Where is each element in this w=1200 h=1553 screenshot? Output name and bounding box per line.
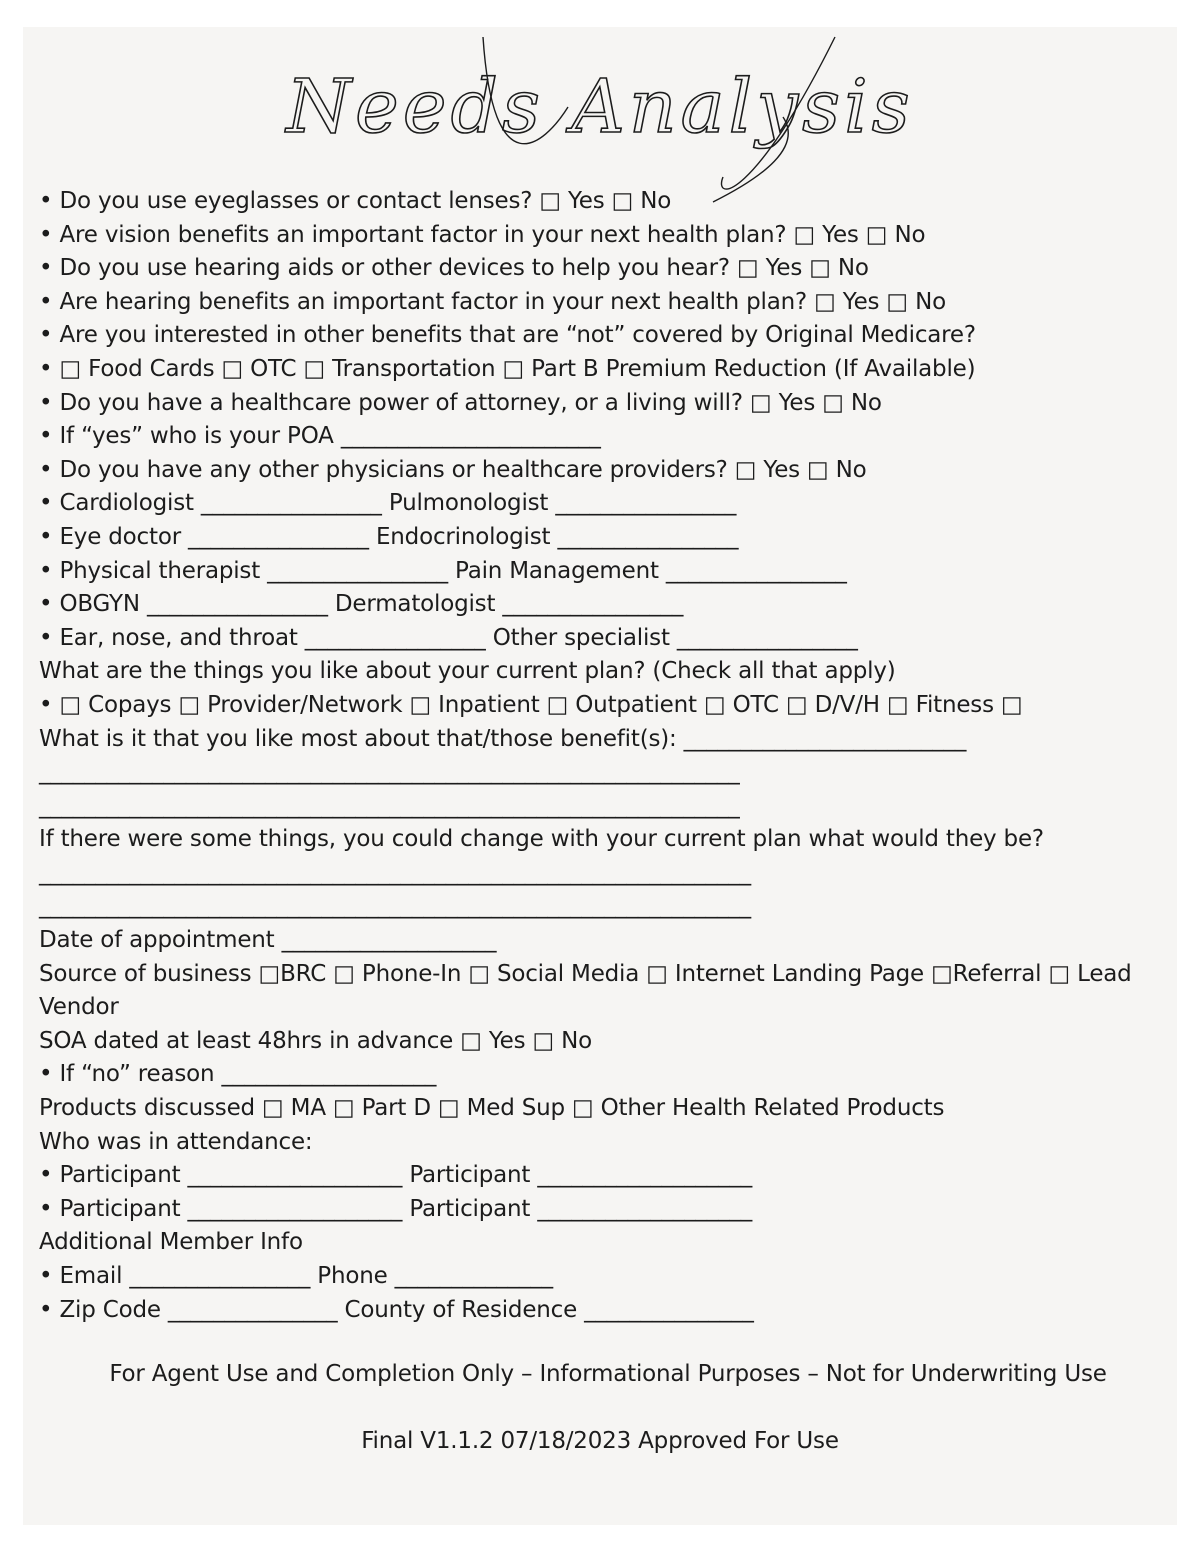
date-of-appointment-field: Date of appointment ___________________ [39, 927, 497, 954]
footer-disclaimer: For Agent Use and Completion Only – Informational Purposes – Not for Underwriting Use [109, 1361, 1107, 1387]
source-of-business-options: Source of business □BRC □ Phone-In □ Social Media □ Internet Landing Page □Referral □ Lead Vendor [39, 960, 1139, 1021]
ent-other-specialist-fields: • Ear, nose, and throat ________________ Other specialist ________________ [39, 624, 858, 651]
no-reason-field: • If “no” reason ___________________ [39, 1061, 437, 1088]
q-hearing-aids: • Do you use hearing aids or other devices to help you hear? □ Yes □ No [39, 255, 869, 282]
q-other-physicians: • Do you have any other physicians or healthcare providers? □ Yes □ No [39, 456, 867, 483]
member-info-heading: Additional Member Info [39, 1229, 303, 1256]
q-like-most: What is it that you like most about that/those benefit(s): _________________________ [39, 725, 967, 752]
poa-name-field: • If “yes” who is your POA _______________________ [39, 423, 601, 450]
footer-version: Final V1.1.2 07/18/2023 Approved For Use [361, 1428, 839, 1454]
eye-endocrinologist-fields: • Eye doctor ________________ Endocrinologist ________________ [39, 523, 739, 550]
q-vision-benefits: • Are vision benefits an important factor in your next health plan? □ Yes □ No [39, 221, 926, 248]
q-change-plan: If there were some things, you could change with your current plan what would they be? [39, 826, 1044, 853]
q-power-of-attorney: • Do you have a healthcare power of attorney, or a living will? □ Yes □ No [39, 389, 882, 416]
cardiologist-pulmonologist-fields: • Cardiologist ________________ Pulmonologist ________________ [39, 490, 737, 517]
attendance-heading: Who was in attendance: [39, 1128, 313, 1155]
products-discussed-options: Products discussed □ MA □ Part D □ Med Sup □ Other Health Related Products [39, 1095, 945, 1122]
q-other-benefits: • Are you interested in other benefits that are “not” covered by Original Medicare? [39, 322, 976, 349]
page-title: Needs Analysis [286, 64, 914, 150]
participant-fields: • Participant ___________________ Participant ___________________ [39, 1162, 753, 1189]
q-current-plan-likes: What are the things you like about your current plan? (Check all that apply) [39, 658, 896, 685]
form-body [39, 185, 1164, 1327]
therapist-pain-fields: • Physical therapist ________________ Pain Management ________________ [39, 557, 847, 584]
other-benefits-options: • □ Food Cards □ OTC □ Transportation □ Part B Premium Reduction (If Available) [39, 355, 976, 382]
blank-line: _______________________________________________________________ [39, 893, 751, 920]
q-hearing-benefits: • Are hearing benefits an important factor in your next health plan? □ Yes □ No [39, 288, 946, 315]
q-eyeglasses: • Do you use eyeglasses or contact lenses? □ Yes □ No [39, 188, 672, 214]
email-phone-fields: • Email ________________ Phone ______________ [39, 1263, 553, 1289]
form-page [23, 27, 1177, 1525]
blank-line: _______________________________________________________________ [39, 859, 751, 886]
q-soa-dated: SOA dated at least 48hrs in advance □ Yes □ No [39, 1027, 593, 1054]
blank-line: ______________________________________________________________ [39, 759, 740, 786]
zip-county-fields: • Zip Code _______________ County of Residence _______________ [39, 1296, 754, 1323]
blank-line: ______________________________________________________________ [39, 792, 740, 819]
participant-fields: • Participant ___________________ Participant ___________________ [39, 1195, 753, 1222]
current-plan-options: • □ Copays □ Provider/Network □ Inpatient □ Outpatient □ OTC □ D/V/H □ Fitness □ [39, 691, 1023, 718]
obgyn-dermatologist-fields: • OBGYN ________________ Dermatologist ________________ [39, 591, 684, 618]
